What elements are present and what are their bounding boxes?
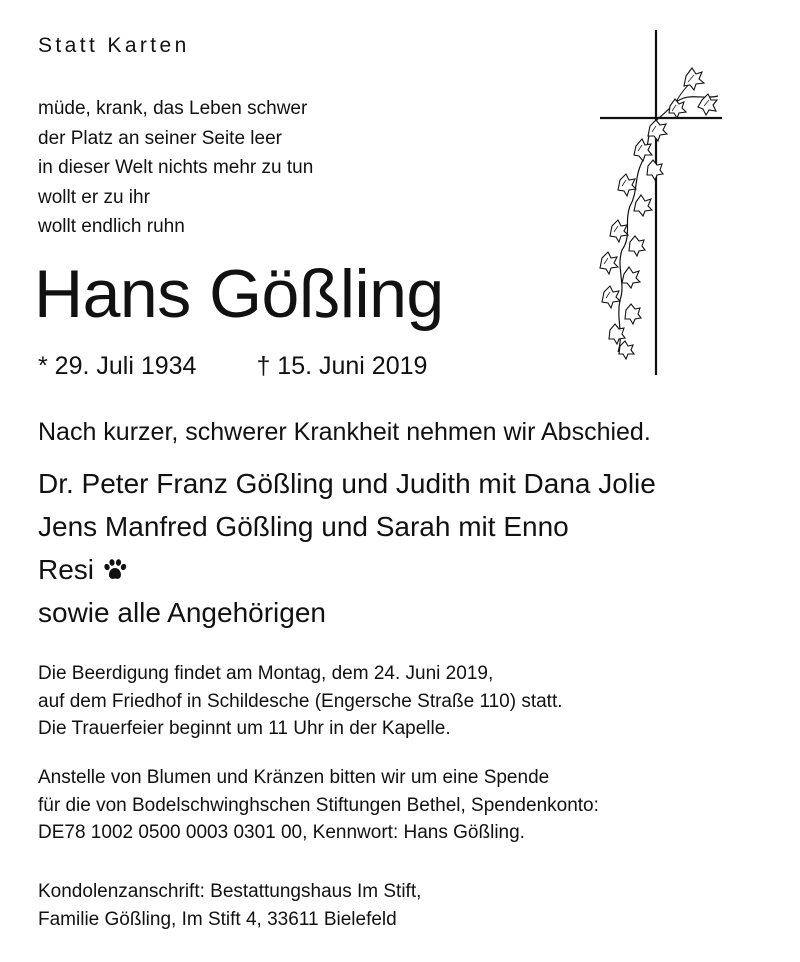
condolence-line: Kondolenzanschrift: Bestattungshaus Im Stift, xyxy=(38,881,422,902)
funeral-line: Die Beerdigung findet am Montag, dem 24. Juni 2019, xyxy=(38,663,494,684)
deceased-name: Hans Gößling xyxy=(34,256,444,332)
farewell-text: Nach kurzer, schwerer Krankheit nehmen wir Abschied. xyxy=(38,418,651,446)
mourner-line: Jens Manfred Gößling und Sarah mit Enno xyxy=(38,511,569,542)
poem-line: wollt er zu ihr xyxy=(38,186,150,208)
death-date: † 15. Juni 2019 xyxy=(256,352,428,380)
funeral-line: auf dem Friedhof in Schildesche (Engersche Straße 110) statt. xyxy=(38,690,563,712)
poem-line: in dieser Welt nichts mehr zu tun xyxy=(38,157,314,178)
poem xyxy=(38,94,313,242)
poem-line: müde, krank, das Leben schwer xyxy=(38,98,308,119)
mourner-pet-line xyxy=(38,548,656,591)
mourner-pet-name: Resi xyxy=(38,554,95,585)
header-statt-karten: Statt Karten xyxy=(38,34,190,57)
funeral-info xyxy=(38,660,563,743)
donation-line: Anstelle von Blumen und Kränzen bitten wir um eine Spende xyxy=(38,767,550,788)
condolence-address xyxy=(38,878,421,933)
mourner-line: Dr. Peter Franz Gößling und Judith mit Dana Jolie xyxy=(38,468,656,499)
life-dates xyxy=(38,352,427,381)
condolence-line: Familie Gößling, Im Stift 4, 33611 Bielefeld xyxy=(38,908,397,930)
mourners-list xyxy=(38,462,656,634)
paw-print-icon xyxy=(102,558,128,582)
birth-date: * 29. Juli 1934 xyxy=(38,352,197,380)
donation-line: DE78 1002 0500 0003 0301 00, Kennwort: Hans Gößling. xyxy=(38,822,525,843)
mourner-line: sowie alle Angehörigen xyxy=(38,597,326,628)
cross-with-ivy-icon xyxy=(590,30,730,380)
poem-line: der Platz an seiner Seite leer xyxy=(38,127,282,149)
donation-info xyxy=(38,764,599,847)
poem-line: wollt endlich ruhn xyxy=(38,216,185,237)
donation-line: für die von Bodelschwinghschen Stiftungen Bethel, Spendenkonto: xyxy=(38,794,599,816)
funeral-line: Die Trauerfeier beginnt um 11 Uhr in der Kapelle. xyxy=(38,718,451,739)
